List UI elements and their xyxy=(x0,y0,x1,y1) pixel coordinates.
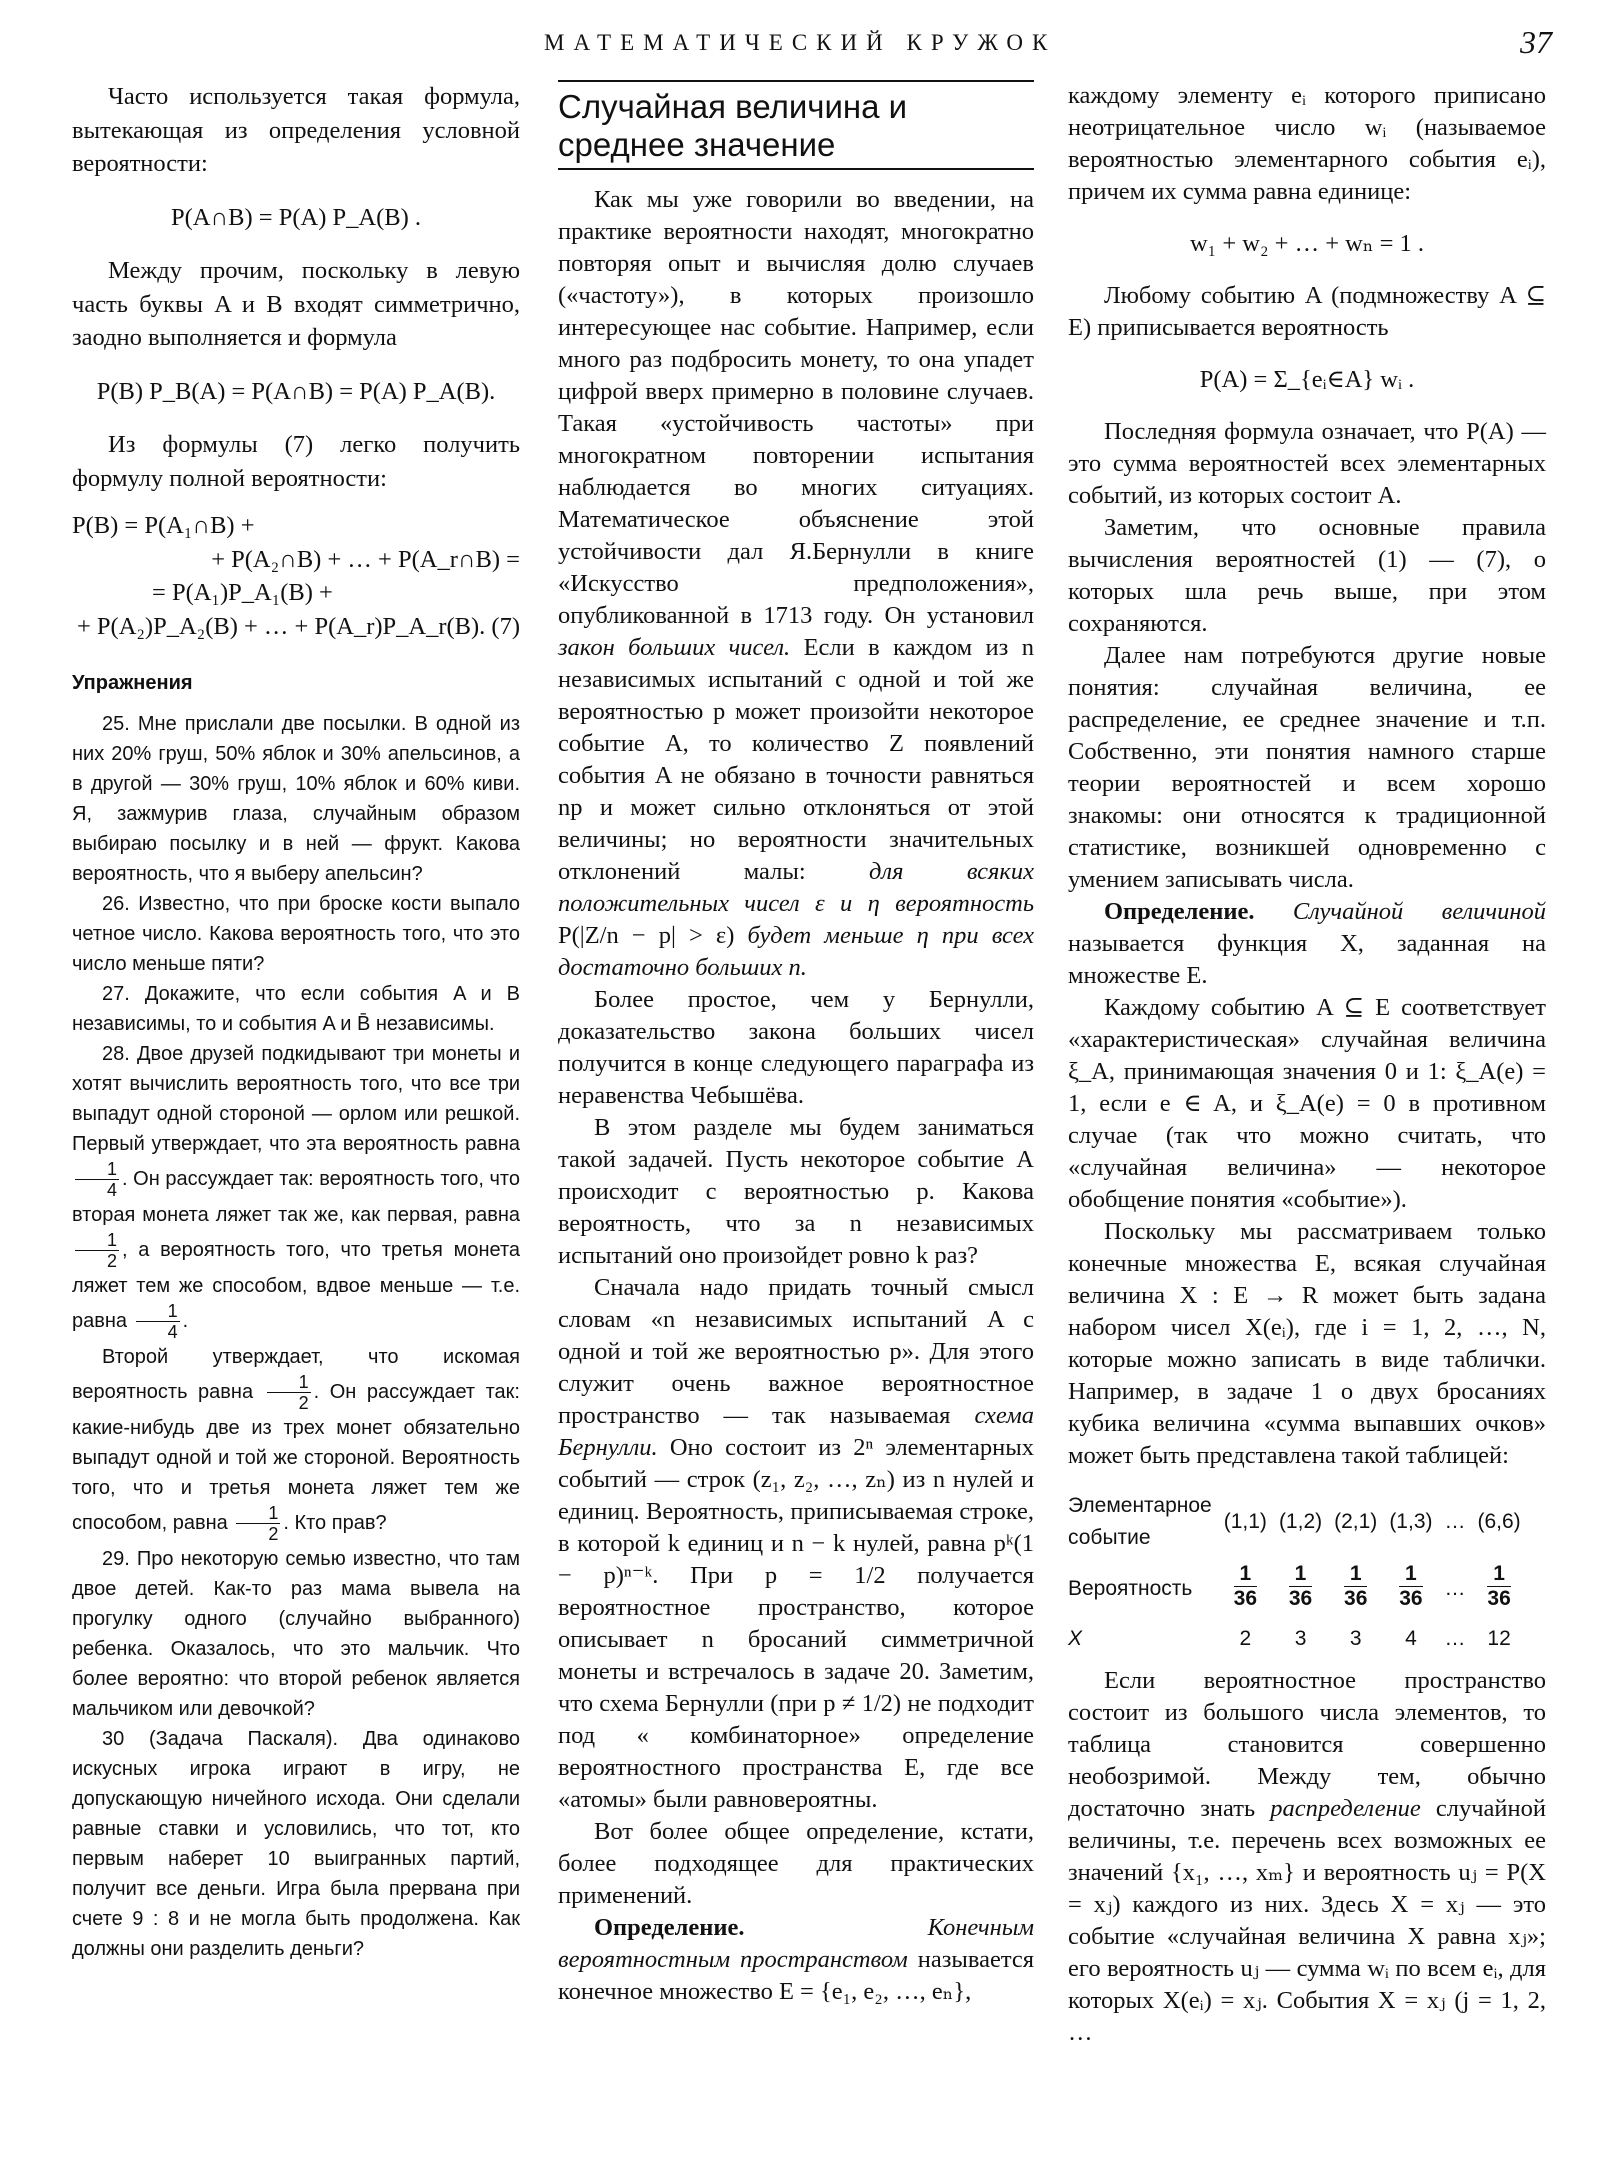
paragraph: В этом разделе мы будем заниматься такой задачей. Пусть некоторое событие A происходит с вероятностью p. Какова вероятность, что за n независимых испытаний оно произойдет ровно k раз? xyxy=(558,1114,1034,1269)
row-label: X xyxy=(1068,1627,1083,1650)
running-header xyxy=(0,24,1600,70)
table-cell: $\frac{1}{36}$ xyxy=(1399,1562,1423,1610)
table-cell: $\frac{1}{36}$ xyxy=(1344,1562,1368,1610)
emphasis: распределение xyxy=(1270,1795,1421,1822)
formula-symmetric: P(B) P_B(A) = P(A∩B) = P(A) P_A(B). xyxy=(96,377,496,405)
exercise-27: 27. Докажите, что если события A и B независимы, то и события A и B̄ независимы. xyxy=(72,982,520,1035)
paragraph: Далее нам потребуются другие новые понятия: случайная величина, ее распределение, ее среднее значение и т.п. Собственно, эти понятия намного старше теории вероятностей и всем хорошо знакомы: они относятся к традиционной статистике, возникшей одновременно с умением записывать числа. xyxy=(1068,642,1546,893)
table-row xyxy=(1068,1619,1527,1659)
table-cell: (1,1) xyxy=(1223,1510,1267,1533)
table-cell: 12 xyxy=(1487,1627,1511,1650)
paragraph: Часто используется такая формула, вытекающая из определения условной вероятности: xyxy=(72,83,520,177)
paragraph xyxy=(558,184,1034,984)
formula-total-probability xyxy=(72,509,520,643)
emphasis: Конечным вероятностным пространством xyxy=(558,1914,1034,1973)
paragraph: Между прочим, поскольку в левую часть буквы A и B входят симметрично, заодно выполняется и формула xyxy=(72,257,520,351)
definition xyxy=(1068,896,1546,992)
table-cell: … xyxy=(1444,1510,1466,1533)
column-middle xyxy=(558,80,1034,2008)
formula-line: = P(A₁)P_A₁(B) + xyxy=(152,579,333,606)
formula-event-probability: P(A) = Σ_{eᵢ∈A} wᵢ . xyxy=(1199,366,1415,393)
formula-line: + P(A₂∩B) + … + P(A_r∩B) = xyxy=(211,545,520,573)
exercise-text: . Он рассуждает так: вероятность того, что вторая монета ляжет так же, как первая, равна xyxy=(72,1167,520,1226)
paragraph: Последняя формула означает, что P(A) — это сумма вероятностей всех элементарных событий, из которых состоит A. xyxy=(1068,418,1546,509)
paragraph-text: случайной величины, т.е. перечень всех возможных ее значений {x₁, …, xₘ} и вероятность uⱼ = P(X = xⱼ) каждого из них. Здесь X = xⱼ — это событие «случайная величина X равна xⱼ»; его вероятность uⱼ — сумма wᵢ по всем eᵢ, для которых X(eᵢ) = xⱼ. События X = xⱼ (j = 1, 2, … xyxy=(1068,1795,1547,2046)
formula-line: + P(A₂)P_A₂(B) + … + P(A_r)P_A_r(B). (7) xyxy=(76,612,520,640)
exercise-25: 25. Мне прислали две посылки. В одной из них 20% груш, 50% яблок и 30% апельсинов, а в другой — 30% груш, 10% яблок и 60% киви. Я, зажмурив глаза, случайным образом выбираю посылку и в ней — фрукт. Какова вероятность, что я выберу апельсин? xyxy=(72,712,520,885)
emphasis: для всяких положительных чисел ε и η вероятность xyxy=(558,858,1034,917)
column-left xyxy=(72,80,520,1964)
exercises-heading: Упражнения xyxy=(72,672,193,694)
fraction-one-half: $\frac{1}{2}$ xyxy=(75,1230,119,1271)
paragraph-text: называется конечное множество E = {e₁, e₂, …, eₙ}, xyxy=(558,1946,1034,2005)
emphasis: закон больших чисел. xyxy=(558,634,791,661)
exercises-list xyxy=(72,709,520,1964)
exercise-26: 26. Известно, что при броске кости выпало четное число. Какова вероятность того, что это число меньше пяти? xyxy=(72,892,520,975)
table-cell: 4 xyxy=(1405,1627,1417,1650)
paragraph-text: Как мы уже говорили во введении, на практике вероятности находят, многократно повторяя опыт и вычисляя долю случаев («частоту»), в которых произошло интересующее нас событие. Например, если много раз подбросить монету, то она упадет цифрой вверх примерно в половине случаев. Такая «устойчивость частоты» при многократном повторении испытания наблюдается во многих ситуациях. Математическое объяснение этой устойчивости дал Я.Бернулли в книге «Искусство предположения», опубликованной в 1713 году. Он установил xyxy=(558,186,1034,629)
paragraph: Каждому событию A ⊆ E соответствует «характеристическая» случайная величина ξ_A, принимающая значения 0 и 1: ξ_A(e) = 1, если e ∈ A, и ξ_A(e) = 0 в противном случае (так что можно считать, что «случайная величина» — некоторое обобщение понятия «событие»). xyxy=(1068,994,1546,1213)
paragraph-text: Оно состоит из 2ⁿ элементарных событий — строк (z₁, z₂, …, zₙ) из n нулей и единиц. Вероятность, приписываемая строке, в которой k единиц и n − k нулей, равна pᵏ(1 − p)ⁿ⁻ᵏ. При p = 1/2 получается вероятностное пространство, которое описывает n бросаний симметричной монеты и встречалось в задаче 20. Заметим, что схема Бернулли (при p ≠ 1/2) не подходит под « комбинаторное» определение вероятностного пространства E, где все «атомы» были равновероятны. xyxy=(558,1434,1034,1813)
paragraph: Заметим, что основные правила вычисления вероятностей (1) — (7), о которых шла речь выше, при этом сохраняются. xyxy=(1068,514,1546,637)
table-cell: (1,3) xyxy=(1389,1510,1433,1533)
exercise-29: 29. Про некоторую семью известно, что там двое детей. Как-то раз мама вывела на прогулку одного (случайно выбранного) ребенка. Оказалось, что это мальчик. Что более вероятно: что второй ребенок является мальчиком или девочкой? xyxy=(72,1547,520,1720)
paragraph-text: называется функция X, заданная на множестве E. xyxy=(1068,930,1546,989)
emphasis: Случайной величиной xyxy=(1292,898,1547,925)
emphasis: будет меньше η при всех достаточно больших n. xyxy=(558,922,1034,981)
fraction-one-half: $\frac{1}{2}$ xyxy=(267,1372,311,1413)
table-cell: … xyxy=(1444,1627,1466,1650)
journal-section-title: МАТЕМАТИЧЕСКИЙ КРУЖОК xyxy=(544,30,1057,55)
formula-sum-weights: w₁ + w₂ + … + wₙ = 1 . xyxy=(1189,230,1425,257)
exercise-30: 30 (Задача Паскаля). Два одинаково искусных игрока играют в игру, не допускающую ничейного исхода. Они сделали равные ставки и условились, что тот, кто первым наберет 10 выигранных партий, получит все деньги. Игра была прервана при счете 9 : 8 и не могла быть продолжена. Как должны они разделить деньги? xyxy=(72,1727,520,1960)
definition xyxy=(558,1912,1034,2008)
table-cell: $\frac{1}{36}$ xyxy=(1288,1562,1313,1610)
exercise-text: . Он рассуждает так: какие-нибудь две из трех монет обязательно выпадут одной и той же стороной. Вероятность того, что и третья монета ляжет тем же способом, равна xyxy=(72,1380,520,1534)
fraction-one-quarter: $\frac{1}{4}$ xyxy=(136,1301,180,1342)
fraction-one-quarter: $\frac{1}{4}$ xyxy=(75,1159,119,1200)
row-label: Элементарное событие xyxy=(1068,1494,1212,1549)
table-cell: 3 xyxy=(1294,1627,1307,1650)
table-cell: (6,6) xyxy=(1477,1510,1521,1533)
formula-inline: P(|Z/n − p| > ε) xyxy=(558,922,735,949)
table-cell: (2,1) xyxy=(1334,1510,1378,1533)
fraction-one-half: $\frac{1}{2}$ xyxy=(236,1503,280,1544)
table-cell: $\frac{1}{36}$ xyxy=(1233,1562,1258,1610)
paragraph: Вот более общее определение, кстати, более подходящее для практических применений. xyxy=(558,1818,1034,1909)
table-cell: 3 xyxy=(1349,1627,1362,1650)
emphasis: схема Бернулли. xyxy=(558,1402,1035,1461)
paragraph-text: Если вероятностное пространство состоит из большого числа элементов, то таблица становится совершенно необозримой. Между тем, обычно достаточно знать xyxy=(1068,1667,1546,1822)
table-row xyxy=(1068,1558,1527,1619)
column-right xyxy=(1068,80,1546,2049)
paragraph: Поскольку мы рассматриваем только конечные множества E, всякая случайная величина X : E → R может быть задана набором чисел X(eᵢ), где i = 1, 2, …, N, которые можно записать в виде таблички. Например, в задаче 1 о двух бросаниях кубика величина «сумма выпавших очков» может быть представлена такой таблицей: xyxy=(1068,1218,1546,1469)
section-title: Случайная величина и среднее значение xyxy=(558,80,1034,170)
exercise-text: . Кто прав? xyxy=(283,1511,387,1534)
paragraph: Из формулы (7) легко получить формулу полной вероятности: xyxy=(72,431,520,492)
definition-label: Определение. xyxy=(594,1914,745,1941)
paragraph: каждому элементу eᵢ которого приписано неотрицательное число wᵢ (называемое вероятностью элементарного события eᵢ), причем их сумма равна единице: xyxy=(1068,82,1546,205)
paragraph-text: Если в каждом из n независимых испытаний с одной и той же вероятностью p может произойти некоторое событие A, то количество Z появлений события A не обязано в точности равняться np и может сильно отклоняться от этой величины; но вероятности значительных отклонений малы: xyxy=(558,634,1034,885)
table-cell: $\frac{1}{36}$ xyxy=(1487,1562,1511,1610)
paragraph xyxy=(558,1272,1034,1816)
paragraph-text: Сначала надо придать точный смысл словам «n независимых испытаний A с одной и той же вероятностью p». Для этого служит очень важное вероятностное пространство — так называемая xyxy=(558,1274,1034,1429)
exercise-text: , а вероятность того, что третья монета ляжет тем же способом, вдвое меньше — т.е. равна xyxy=(72,1238,520,1332)
exercise-text: 28. Двое друзей подкидывают три монеты и хотят вычислить вероятность того, что все три выпадут одной стороной — орлом или решкой. Первый утверждает, что эта вероятность равна xyxy=(72,1042,520,1155)
formula-line: P(B) = P(A₁∩B) + xyxy=(72,512,255,539)
row-label: Вероятность xyxy=(1068,1576,1193,1600)
paragraph: Более простое, чем у Бернулли, доказательство закона больших чисел получится в конце следующего параграфа из неравенства Чебышёва. xyxy=(558,986,1034,1109)
table-cell: 2 xyxy=(1239,1627,1252,1650)
definition-label: Определение. xyxy=(1104,898,1255,925)
exercise-text: . xyxy=(182,1309,189,1332)
exercise-28 xyxy=(72,1039,520,1342)
exercise-text: Второй утверждает, что искомая вероятность равна xyxy=(72,1345,520,1403)
paragraph xyxy=(1068,1665,1546,2049)
formula-conditional: P(A∩B) = P(A) P_A(B) . xyxy=(171,203,421,231)
distribution-table xyxy=(1068,1486,1527,1659)
paragraph: Любому событию A (подмножеству A ⊆ E) приписывается вероятность xyxy=(1068,282,1546,341)
exercise-28-second xyxy=(72,1342,520,1544)
table-cell: … xyxy=(1444,1576,1466,1600)
table-row xyxy=(1068,1486,1527,1558)
table-cell: (1,2) xyxy=(1278,1510,1323,1533)
page-number: 37 xyxy=(1520,24,1552,60)
